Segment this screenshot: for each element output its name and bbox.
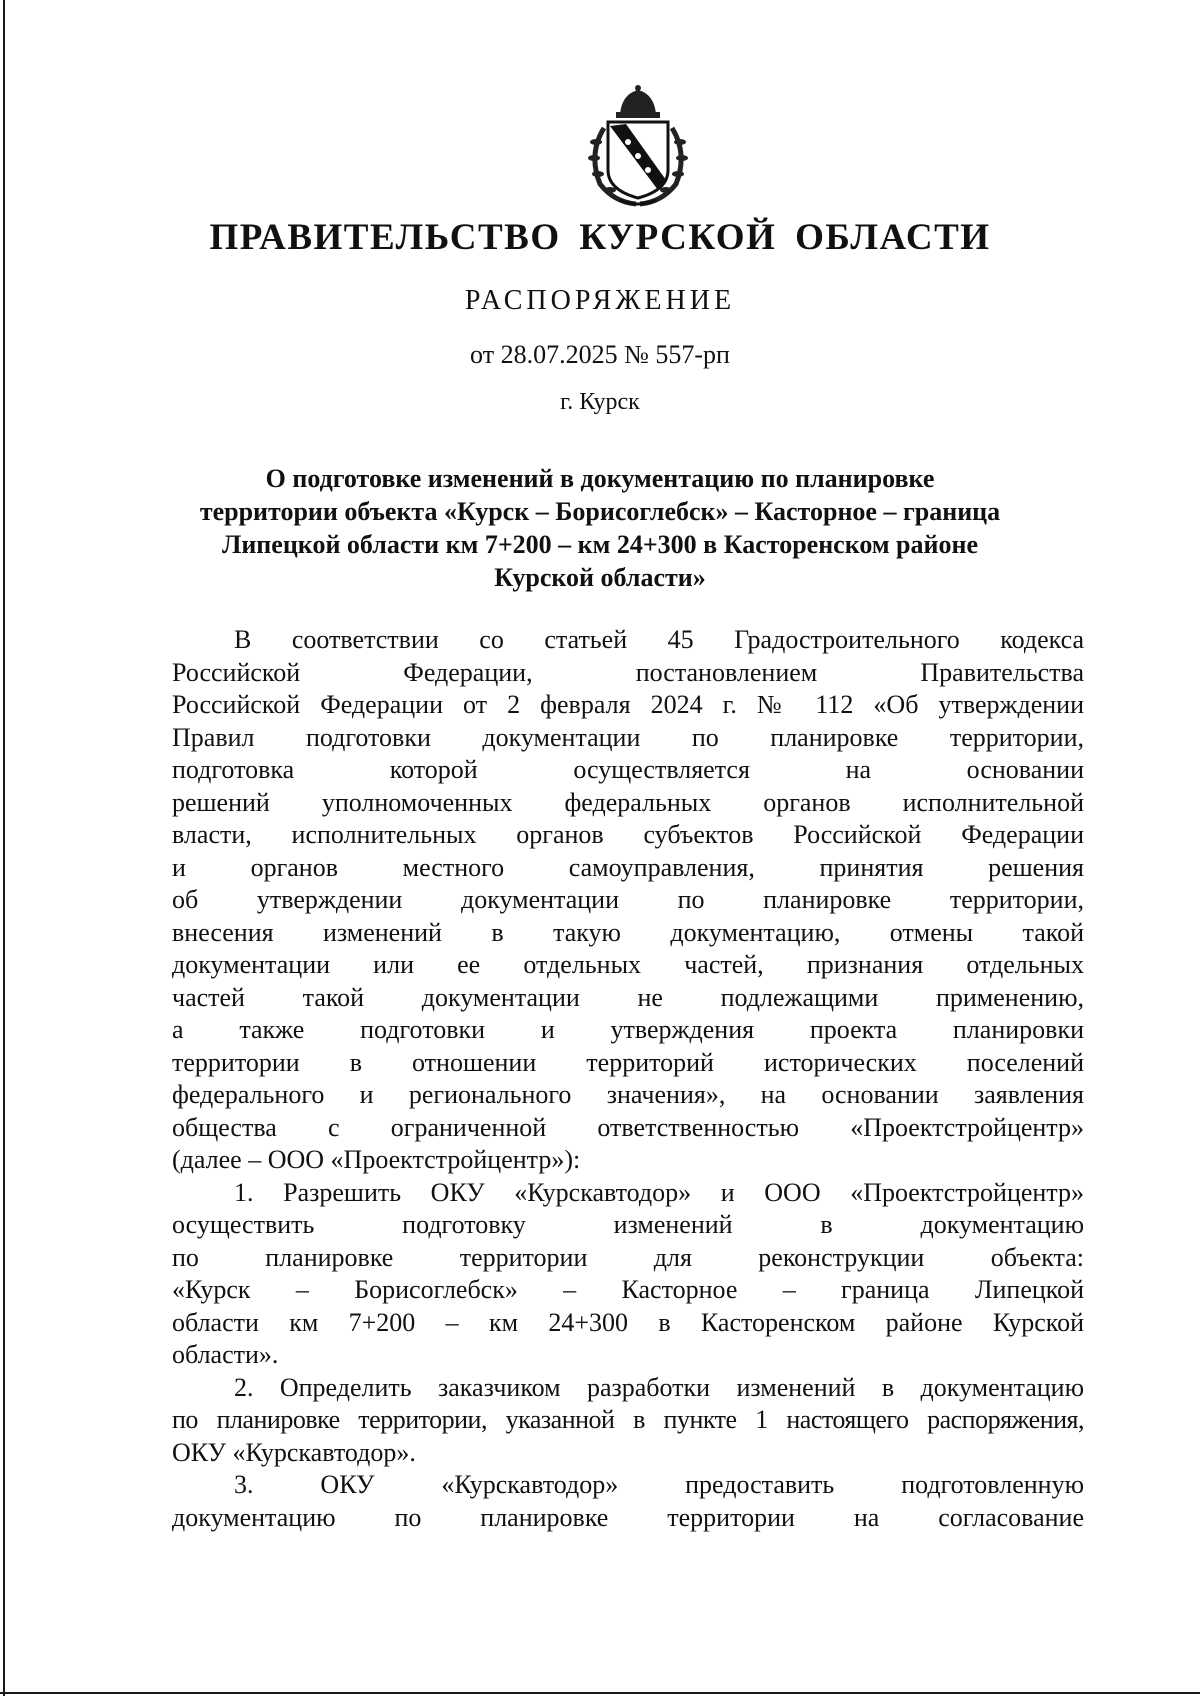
body-line: Российской Федерации от 2 февраля 2024 г. № 112 «Об утверждении (172, 690, 1084, 719)
body-line: области». (172, 1340, 279, 1369)
document-city: г. Курск (560, 389, 640, 415)
body-line: внесения изменений в такую документацию, отмены такой (172, 917, 1084, 947)
title-line: территории объекта «Курск – Борисоглебск» – Касторное – граница (199, 497, 1001, 526)
body-line: 1. Разрешить ОКУ «Курскавтодор» и ООО «Проектстройцентр» (234, 1177, 1084, 1207)
document-body (172, 624, 1084, 1534)
body-line: документацию по планировке территории на согласование (172, 1502, 1084, 1532)
body-line: области км 7+200 – км 24+300 в Касторенском районе Курской (172, 1307, 1084, 1337)
document-type: РАСПОРЯЖЕНИЕ (464, 285, 736, 316)
body-line: подготовка которой осуществляется на основании (172, 755, 1084, 784)
body-line: а также подготовки и утверждения проекта планировки (172, 1015, 1084, 1044)
body-line: об утверждении документации по планировке территории, (172, 885, 1084, 914)
body-line: территории в отношении территорий исторических поселений (172, 1047, 1084, 1077)
body-line: и органов местного самоуправления, принятия решения (172, 852, 1084, 882)
title-line: О подготовке изменений в документацию по планировке (265, 464, 935, 493)
body-line: по планировке территории, указанной в пункте 1 настоящего распоряжения, (172, 1405, 1084, 1434)
body-line: ОКУ «Курскавтодор». (172, 1437, 416, 1467)
body-line: осуществить подготовку изменений в документацию (172, 1210, 1084, 1239)
organization-name: ПРАВИТЕЛЬСТВО КУРСКОЙ ОБЛАСТИ (209, 217, 991, 258)
body-line: Российской Федерации, постановлением Правительства (172, 657, 1084, 687)
body-line: федерального и регионального значения», на основании заявления (172, 1080, 1084, 1109)
body-line: (далее – ООО «Проектстройцентр»): (172, 1145, 581, 1174)
body-line: власти, исполнительных органов субъектов Российской Федерации (172, 820, 1084, 849)
body-line: 3. ОКУ «Курскавтодор» предоставить подготовленную (234, 1470, 1084, 1499)
scan-bottom-edge (0, 1692, 1200, 1694)
body-line: В соответствии со статьей 45 Градостроительного кодекса (234, 625, 1084, 654)
body-line: решений уполномоченных федеральных органов исполнительной (172, 787, 1084, 817)
document-number-date: от 28.07.2025 № 557-рп (470, 340, 730, 369)
title-line: Липецкой области км 7+200 – км 24+300 в Касторенском районе (221, 530, 979, 559)
body-line: Правил подготовки документации по планировке территории, (172, 722, 1084, 752)
document-title (150, 462, 1050, 594)
kursk-coat-of-arms-icon (570, 84, 706, 208)
body-line: общества с ограниченной ответственностью «Проектстройцентр» (172, 1112, 1084, 1142)
title-line: Курской области» (494, 563, 706, 592)
body-line: документации или ее отдельных частей, признания отдельных (172, 950, 1084, 979)
body-line: «Курск – Борисоглебск» – Касторное – граница Липецкой (172, 1275, 1084, 1304)
body-line: по планировке территории для реконструкции объекта: (172, 1242, 1084, 1272)
body-line: 2. Определить заказчиком разработки изменений в документацию (234, 1372, 1084, 1402)
body-line: частей такой документации не подлежащими применению, (172, 982, 1084, 1012)
